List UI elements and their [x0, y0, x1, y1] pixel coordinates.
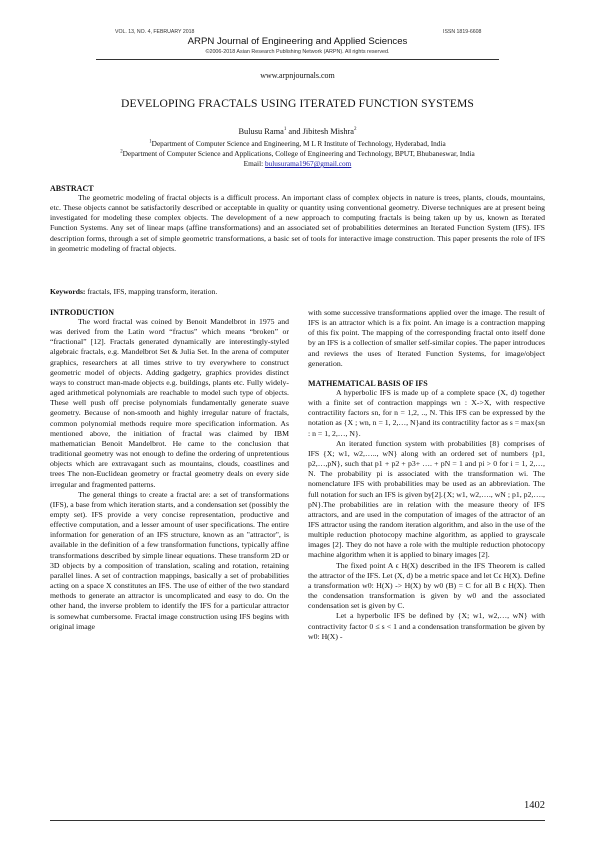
abstract-section: [50, 184, 545, 254]
author-name: Bulusu Rama: [238, 127, 284, 136]
affiliation-sup: 1: [149, 139, 152, 145]
email-label: Email:: [243, 159, 265, 168]
math-paragraph: [308, 561, 545, 612]
website: www.arpnjournals.com: [260, 71, 335, 80]
header-rule: [96, 59, 499, 60]
volume-info: VOL. 13, NO. 4, FEBRUARY 2018: [115, 29, 195, 35]
affiliation-1: [0, 139, 595, 148]
affiliation-text: Department of Computer Science and Applications, College of Engineering and Technology, BPUT, Bhubaneswar, India: [122, 149, 475, 158]
paragraph-text: Let a hyperbolic IFS be defined by {X; w1, w2,…, wN} with contractivity factor 0 ≤ s < 1 and a condensation transformation be given by w0: H(X) -: [308, 611, 545, 641]
email-line: [0, 159, 595, 168]
abstract-body: [50, 193, 545, 254]
author-sup: 1: [283, 127, 287, 133]
paragraph-text: The general things to create a fractal are: a set of transformations (IFS), a base from which iteration starts, and a condensation set (possibly the empty set). IFS provide a very concise representation, productive and effective computation, and a lesser amount of user specifications. The entire information for generation of an IFS structure, known as an "attractor", is available in the definition of a few transformation functions, typically affine transformations described by simple linear equations. These transform 2D or 3D objects by a composition of translation, scaling and rotation, retaining parallel lines. A set of contraction mappings, basically a set of probabilities acting on a space X constitutes an IFS. The use of either of the two standard methods to generate an attractor is uncomplicated and easy to do. On the other hand, the inverse problem to identify the IFS for a particular attractor is somewhat cumbersome. Fractal image construction using IFS begins with original image: [50, 489, 289, 631]
keywords-text: fractals, IFS, mapping transform, iteration.: [85, 287, 218, 296]
introduction-paragraph: [50, 317, 289, 490]
affiliation-2: [0, 149, 595, 158]
introduction-heading: INTRODUCTION: [50, 308, 115, 317]
keywords-line: [50, 287, 545, 296]
paragraph-text: An iterated function system with probabilities [8} comprises of IFS {X; w1, w2,….., wN} along with an ordered set of numbers {p1, p2,…,pN}, such that p1 + p2 + p3+ …. + pN = 1 and pi > 0 for i = 1, 2,…, N. The probability pi is associated with the transformation wi. The nomenclature IFS with probabilities may be used as an abbreviation. The full notation for such an IFS is given by[2].{X; w1, w2,…., wN ; p1, p2,…., pN}.The probabilities are in relation with the measure theory of IFS attractors, and are used in the computation of images of the attractor of an IFS attractor using the random iteration algorithm, and also in the use of the multiple reduction photocopy machine algorithm, as applied to grayscale images [2]. They do not have a role with the multiple reduction photocopy machine algorithm when it is applied to binary images [2].: [308, 438, 545, 560]
paragraph-text: The fixed point A ϵ H(X) described in the IFS Theorem is called the attractor of the IFS. Let (X, d) be a metric space and let Cϵ H(X). Define a transformation w0: H(X) -> H(X) by w0 (B) = C for all B ϵ H(X). Then the condensation transformation is given by w0 and the associated condensation set is given by C.: [308, 560, 545, 611]
affiliation-sup: 2: [120, 149, 123, 155]
journal-name: ARPN Journal of Engineering and Applied Sciences: [187, 36, 408, 47]
email-link[interactable]: bulusurama1967@gmail.com: [264, 159, 352, 168]
abstract-heading: ABSTRACT: [50, 184, 94, 193]
paragraph-text: The word fractal was coined by Benoit Mandelbrot in 1975 and was derived from the Latin word “fractus” which means “broken” or “fractional” [12]. Fractals generated dynamically are interestingly-styled algebraic fractals, e.g. Mandelbrot Set & Julia Set. In the arena of computer graphics, researchers at all times strive to try everywhere to construct geometric model of objects. Adding gadgetry, graphics provides distinct ways to construct man-made objects e.g. buildings, plants etc. Fully widely-aged arithmetical polynomials are reachable to model such type of objects. These well push off precise polynomials fundamentally generate suave geometry. Because of non-smooth and highly irregular nature of fractals, common polynomial methods require more specification information. As mentioned above, the initiation of fractal was claimed by IBM mathematician Benoit Mandelbrot. He came to the conclusion that traditional geometry was not enough to define the ordering of unpretentious objects which are extravagant such as mountains, clouds, coastlines and trees The non-Euclidean geometry or fractal geometry deals on every side irregular and fragmented patterns.: [50, 317, 289, 489]
left-column: [50, 308, 289, 632]
math-basis-heading: MATHEMATICAL BASIS OF IFS: [308, 378, 428, 388]
math-paragraph: [308, 439, 545, 561]
continued-paragraph: with some successive transformations applied over the image. The result of IFS is an attractor which is a fix point. An image is a contraction mapping of this fix point. The mapping of the corresponding fractal onto itself done by an IFS is a collection of smaller self-similar copies. The paper introduces and reviews the uses of Iterated Function Systems, for image/object generation.: [308, 308, 545, 368]
abstract-text: The geometric modeling of fractal objects is a difficult process. An important class of complex objects in nature is trees, plants, clouds, mountains, etc. These objects cannot be satisfactorily described or acceptable in quality or quantity using conventional geometry. Diverse techniques are at present being investigated for modeling these complex objects. The development of a new approach to computing fractals is being taken up by us, known as Iterated Function Systems. Any set of linear maps (affine transformations) and an associated set of probabilities determines an Iterated Function System (IFS). IFS description forms, through a set of simple geometric transformations, a basic set of tools for interactive image construction. This paper presents the role of IFS in geometric modeling of fractal objects.: [50, 193, 545, 253]
math-paragraph: [308, 388, 545, 439]
copyright-notice: ©2006-2018 Asian Research Publishing Network (ARPN). All rights reserved.: [205, 49, 390, 55]
right-column: [308, 308, 545, 642]
affiliation-text: Department of Computer Science and Engineering, M L R Institute of Technology, Hyderabad, India: [151, 139, 446, 148]
author-line: [0, 127, 595, 136]
author-name: Jibitesh Mishra: [302, 127, 355, 136]
issn: ISSN 1819-6608: [443, 29, 482, 35]
page-number: 1402: [524, 800, 545, 811]
introduction-paragraph: [50, 490, 289, 632]
math-paragraph: [308, 611, 545, 641]
footer-rule: [50, 820, 545, 821]
author-joiner: and: [286, 127, 303, 136]
keywords-label: Keywords:: [50, 287, 86, 296]
paragraph-text: A hyperbolic IFS is made up of a complete space (X, d) together with a finite set of contraction mappings wn : X->X, with respective contractility factors sn, for n = 1,2, .., N. This IFS can be expressed by the notation as {X ; wn, n = 1, 2,…, N}and its contractility factor as s = max{sn : n = 1, 2,…, N}.: [308, 387, 545, 438]
author-sup: 2: [354, 127, 357, 133]
paper-title: DEVELOPING FRACTALS USING ITERATED FUNCTION SYSTEMS: [121, 97, 474, 110]
